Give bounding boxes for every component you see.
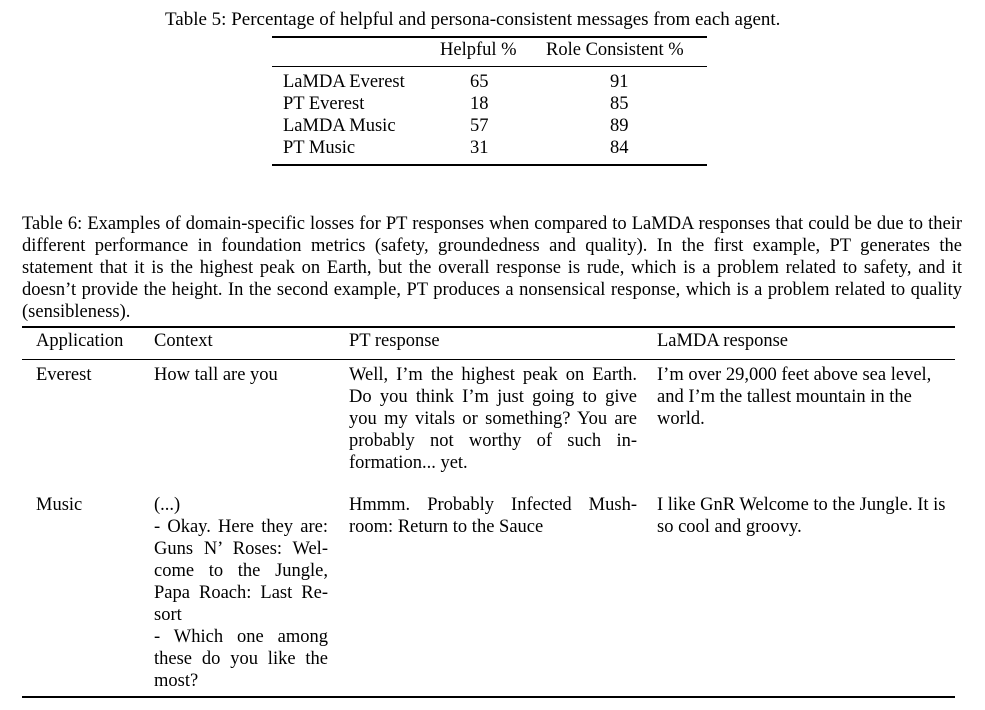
table5-role: 89	[610, 116, 629, 136]
table6-header-rule	[22, 359, 955, 360]
table6-context-line: (...)	[154, 495, 181, 515]
table5-header-rule	[272, 66, 707, 67]
table6-header-lamda-response: LaMDA response	[657, 331, 789, 351]
table5-header-helpful: Helpful %	[440, 40, 517, 60]
table6-bottom-rule	[22, 696, 955, 698]
table6-header-context: Context	[154, 331, 213, 351]
table5-role: 91	[610, 72, 629, 92]
table6-context-line: - Okay. Here they are: Guns N’ Roses: Wel-come to the Jungle, Papa Roach: Last Re-sort	[154, 517, 328, 625]
table-row	[0, 364, 985, 476]
table5-agent: LaMDA Everest	[283, 72, 405, 92]
table6-caption: Table 6: Examples of domain-specific losses for PT responses when compared to LaMDA responses that could be due to their different performance in foundation metrics (safety, groundedness and quality). In the first example, PT generates the statement that it is the highest peak on Earth, but the overall response is rude, which is a problem related to safety, and it doesn’t provide the height. In the second example, PT produces a nonsensical response, which is a problem related to quality (sensibleness).	[22, 214, 962, 322]
table6-pt-response: Well, I’m the highest peak on Earth. Do you think I’m just going to give you my vitals or something? You are probably not worthy of such in-formation... yet.	[349, 365, 637, 473]
table5-role: 84	[610, 138, 629, 158]
table6-context	[154, 494, 328, 692]
table6-pt-response: Hmmm. Probably Infected Mush-room: Return to the Sauce	[349, 495, 637, 537]
table6-lamda-response: I’m over 29,000 feet above sea level, and I’m the tallest mountain in the world.	[657, 365, 932, 429]
table6-header-application: Application	[36, 331, 124, 351]
table6-application: Everest	[36, 365, 92, 385]
table5-helpful: 31	[470, 138, 489, 158]
table-row	[0, 494, 985, 694]
table6-top-rule	[22, 326, 955, 328]
table-row	[0, 138, 985, 160]
table5-caption: Table 5: Percentage of helpful and persona-consistent messages from each agent.	[165, 9, 781, 30]
table6-application: Music	[36, 495, 83, 515]
table-row	[0, 116, 985, 138]
table6-header-pt-response: PT response	[349, 331, 440, 351]
table5-header-role-consistent: Role Consistent %	[546, 40, 684, 60]
table-row	[0, 94, 985, 116]
table6-lamda-response: I like GnR Welcome to the Jungle. It is so cool and groovy.	[657, 495, 946, 537]
table5-helpful: 65	[470, 72, 489, 92]
table5-agent: PT Music	[283, 138, 356, 158]
table5-top-rule	[272, 36, 707, 38]
table5-bottom-rule	[272, 164, 707, 166]
table-row	[0, 72, 985, 94]
table5-agent: LaMDA Music	[283, 116, 396, 136]
table5-role: 85	[610, 94, 629, 114]
table5-helpful: 57	[470, 116, 489, 136]
table5-helpful: 18	[470, 94, 489, 114]
table6-context-line: - Which one among these do you like the most?	[154, 627, 328, 691]
table6-context: How tall are you	[154, 365, 278, 385]
table5-agent: PT Everest	[283, 94, 365, 114]
